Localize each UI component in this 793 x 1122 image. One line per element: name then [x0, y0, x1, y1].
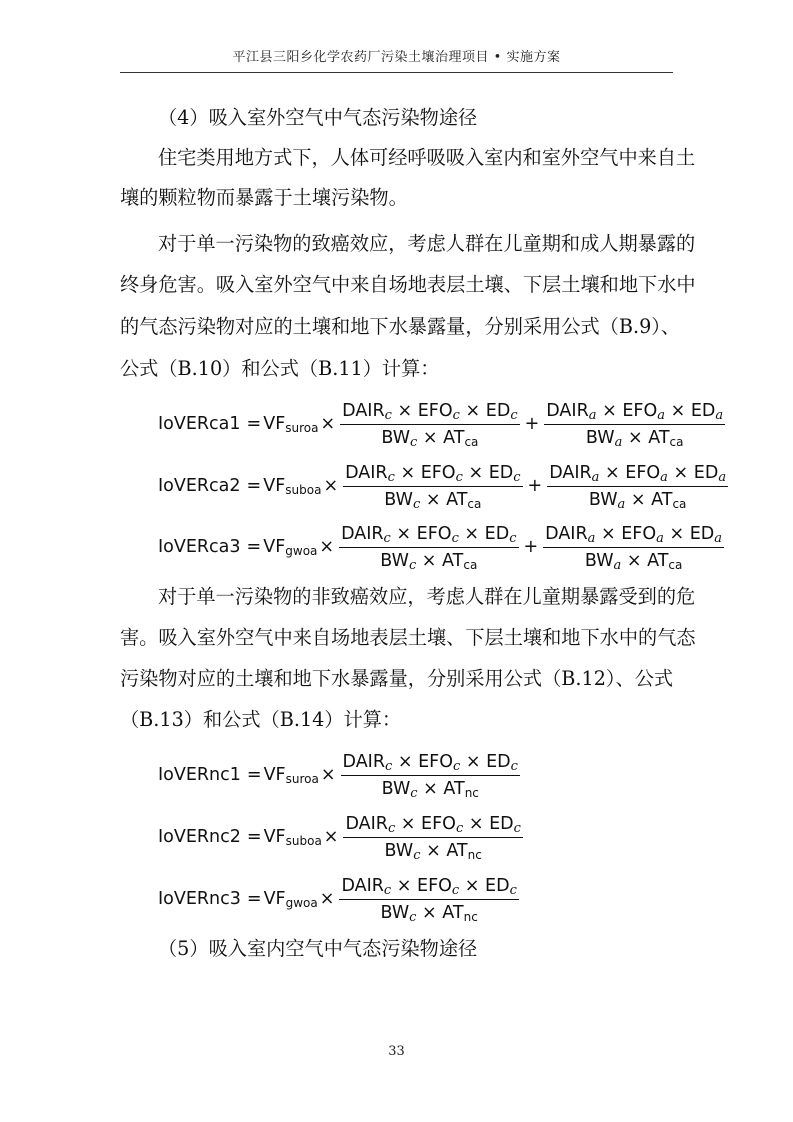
- efo-symbol: EFO: [417, 875, 452, 896]
- bw-symbol: BW: [585, 427, 615, 448]
- running-header: 平江县三阳乡化学农药厂污染土壤治理项目 • 实施方案: [232, 50, 561, 65]
- child-fraction: [343, 463, 522, 510]
- subscript: a: [718, 469, 727, 485]
- dair-symbol: DAIR: [341, 523, 384, 544]
- subscript: c: [451, 530, 459, 546]
- fraction-denominator: [382, 776, 479, 799]
- subscript: c: [387, 820, 396, 836]
- ed-symbol: ED: [693, 462, 719, 483]
- efo-symbol: EFO: [418, 751, 454, 772]
- fraction-numerator: [343, 814, 522, 838]
- formula-b13: [158, 804, 526, 870]
- times-sign: ×: [626, 550, 642, 571]
- vf-term: [263, 414, 318, 434]
- efo-symbol: EFO: [621, 523, 657, 544]
- subscript: c: [383, 530, 391, 546]
- subscript: c: [513, 469, 521, 485]
- times-sign: ×: [400, 813, 416, 834]
- ed-symbol: ED: [489, 813, 514, 834]
- fraction-numerator: [339, 524, 518, 548]
- times-sign: ×: [320, 414, 336, 434]
- vf-term: [264, 827, 322, 847]
- times-sign: ×: [425, 489, 441, 510]
- subscript: a: [613, 557, 622, 573]
- plus-sign: +: [527, 476, 543, 496]
- fraction-denominator: [589, 487, 687, 510]
- adult-fraction: [544, 401, 725, 448]
- times-sign: ×: [464, 523, 480, 544]
- child-fraction: [339, 524, 518, 571]
- subscript: c: [452, 407, 460, 423]
- subscript: nc: [464, 785, 479, 800]
- times-sign: ×: [320, 765, 336, 785]
- subscript: a: [657, 407, 665, 423]
- fraction-denominator: [586, 425, 684, 448]
- equals-sign: =: [246, 765, 262, 785]
- efo-symbol: EFO: [420, 462, 456, 483]
- formula-b14: [158, 866, 522, 932]
- paragraph-line: 的气态污染物对应的土壤和地下水暴露量，分别采用公式（B.9）、: [120, 315, 681, 338]
- paragraph-line: 对于单一污染物的非致癌效应，考虑人群在儿童期暴露受到的危: [158, 585, 696, 608]
- vf-term: [264, 889, 318, 909]
- bw-symbol: BW: [588, 489, 618, 510]
- efo-symbol: EFO: [625, 462, 661, 483]
- subscript: c: [455, 469, 463, 485]
- times-sign: ×: [464, 875, 480, 896]
- paragraph-line: 污染物对应的土壤和地下水暴露量，分别采用公式（B.12）、公式: [120, 667, 674, 690]
- efo-symbol: EFO: [416, 523, 452, 544]
- equals-sign: =: [246, 537, 262, 557]
- fraction-denominator: [380, 548, 477, 571]
- adult-fraction: [543, 524, 724, 571]
- efo-symbol: EFO: [421, 813, 456, 834]
- times-sign: ×: [397, 751, 413, 772]
- times-sign: ×: [602, 400, 617, 421]
- vf-symbol: VF: [263, 827, 286, 847]
- fraction-denominator: [381, 425, 478, 448]
- times-sign: ×: [421, 550, 437, 571]
- fraction-denominator: [384, 487, 481, 510]
- subscript: c: [509, 882, 517, 898]
- subscript: c: [509, 530, 517, 546]
- subscript: c: [455, 820, 464, 836]
- subscript: nc: [463, 909, 478, 924]
- vf-term: [263, 476, 321, 496]
- subscript: c: [510, 758, 518, 774]
- ed-symbol: ED: [690, 400, 716, 421]
- paragraph-line: 住宅类用地方式下，人体可经呼吸吸入室内和室外空气中来自土: [158, 146, 696, 169]
- times-sign: ×: [426, 840, 441, 861]
- bw-symbol: BW: [384, 489, 413, 510]
- dair-symbol: DAIR: [345, 813, 388, 834]
- formula-lhs: IoVERca1: [158, 414, 241, 434]
- subscript: c: [453, 758, 461, 774]
- dair-symbol: DAIR: [345, 462, 388, 483]
- formula-lhs: IoVERnc2: [158, 827, 241, 847]
- subscript: c: [385, 758, 393, 774]
- vf-subscript: suboa: [285, 483, 322, 497]
- page-number: 33: [388, 1044, 405, 1059]
- times-sign: ×: [605, 462, 620, 483]
- fraction-numerator: [341, 752, 520, 776]
- heading-4: （4）吸入室外空气中气态污染物途径: [158, 106, 478, 129]
- subscript: c: [413, 847, 421, 863]
- at-symbol: AT: [446, 840, 468, 861]
- fraction-numerator: [547, 463, 728, 487]
- fraction-numerator: [544, 401, 725, 425]
- times-sign: ×: [670, 400, 686, 421]
- times-sign: ×: [319, 889, 335, 909]
- subscript: a: [614, 434, 623, 450]
- subscript: c: [410, 785, 418, 801]
- dair-symbol: DAIR: [341, 875, 384, 896]
- times-sign: ×: [468, 813, 484, 834]
- subscript: a: [656, 530, 664, 546]
- at-symbol: AT: [446, 489, 468, 510]
- subscript: nc: [467, 847, 482, 862]
- at-symbol: AT: [442, 550, 464, 571]
- ed-symbol: ED: [486, 751, 511, 772]
- formula-lhs: IoVERnc3: [158, 889, 241, 909]
- subscript: a: [660, 469, 668, 485]
- efo-symbol: EFO: [417, 400, 453, 421]
- vf-symbol: VF: [263, 537, 286, 557]
- subscript: ca: [464, 434, 479, 449]
- ed-symbol: ED: [485, 875, 510, 896]
- ed-symbol: ED: [689, 523, 715, 544]
- fraction-denominator: [380, 900, 477, 923]
- bw-symbol: BW: [381, 778, 411, 799]
- ed-symbol: ED: [484, 523, 510, 544]
- equals-sign: =: [246, 414, 262, 434]
- child-fraction: [341, 752, 520, 799]
- bw-symbol: BW: [380, 550, 409, 571]
- child-fraction: [343, 814, 522, 861]
- subscript: ca: [668, 557, 683, 572]
- vf-subscript: suroa: [285, 772, 319, 786]
- times-sign: ×: [673, 462, 689, 483]
- at-symbol: AT: [651, 489, 673, 510]
- ed-symbol: ED: [485, 400, 511, 421]
- formula-lhs: IoVERca2: [158, 476, 241, 496]
- subscript: c: [410, 434, 418, 450]
- bw-symbol: BW: [380, 902, 410, 923]
- subscript: ca: [672, 496, 687, 511]
- paragraph-line: 对于单一污染物的致癌效应，考虑人群在儿童期和成人期暴露的: [158, 232, 696, 255]
- vf-subscript: suboa: [285, 834, 322, 848]
- equals-sign: =: [246, 889, 262, 909]
- times-sign: ×: [423, 778, 438, 799]
- times-sign: ×: [630, 489, 646, 510]
- subscript: c: [451, 882, 460, 898]
- vf-symbol: VF: [263, 476, 286, 496]
- at-symbol: AT: [442, 902, 464, 923]
- subscript: a: [715, 407, 724, 423]
- subscript: c: [383, 882, 392, 898]
- equals-sign: =: [246, 476, 262, 496]
- at-symbol: AT: [647, 550, 669, 571]
- times-sign: ×: [465, 751, 481, 772]
- subscript: c: [408, 557, 417, 573]
- paragraph-line: 公式（B.10）和公式（B.11）计算：: [120, 357, 440, 380]
- header-rule: [120, 72, 673, 73]
- subscript: a: [587, 530, 596, 546]
- times-sign: ×: [319, 537, 335, 557]
- subscript: a: [588, 407, 597, 423]
- subscript: a: [714, 530, 723, 546]
- times-sign: ×: [669, 523, 685, 544]
- fraction-numerator: [543, 524, 724, 548]
- plus-sign: +: [524, 414, 540, 434]
- subscript: c: [412, 496, 421, 512]
- vf-symbol: VF: [263, 889, 286, 909]
- fraction-denominator: [385, 838, 482, 861]
- efo-symbol: EFO: [622, 400, 658, 421]
- paragraph-line: 害。吸入室外空气中来自场地表层土壤、下层土壤和地下水中的气态: [120, 626, 696, 649]
- vf-term: [264, 765, 319, 785]
- times-sign: ×: [600, 523, 616, 544]
- subscript: ca: [463, 557, 478, 572]
- times-sign: ×: [400, 462, 416, 483]
- at-symbol: AT: [443, 778, 465, 799]
- paragraph-line: 壤的颗粒物而暴露于土壤污染物。: [120, 186, 408, 209]
- adult-fraction: [547, 463, 728, 510]
- formula-b12: [158, 742, 523, 808]
- times-sign: ×: [397, 400, 413, 421]
- dair-symbol: DAIR: [342, 751, 385, 772]
- times-sign: ×: [627, 427, 643, 448]
- subscript: a: [617, 496, 626, 512]
- child-fraction: [339, 876, 518, 923]
- bw-symbol: BW: [584, 550, 614, 571]
- dair-symbol: DAIR: [549, 462, 592, 483]
- vf-term: [263, 537, 317, 557]
- times-sign: ×: [468, 462, 484, 483]
- vf-symbol: VF: [263, 414, 286, 434]
- fraction-numerator: [339, 876, 518, 900]
- bw-symbol: BW: [381, 427, 411, 448]
- dair-symbol: DAIR: [342, 400, 385, 421]
- vf-subscript: gwoa: [285, 544, 318, 558]
- formula-lhs: IoVERnc1: [158, 765, 241, 785]
- at-symbol: AT: [443, 427, 465, 448]
- dair-symbol: DAIR: [546, 400, 589, 421]
- equals-sign: =: [246, 827, 262, 847]
- times-sign: ×: [323, 476, 339, 496]
- subscript: c: [384, 407, 392, 423]
- formula-b11: [158, 514, 727, 580]
- paragraph-line: （B.13）和公式（B.14）计算：: [120, 708, 402, 731]
- subscript: c: [513, 820, 521, 836]
- subscript: a: [591, 469, 600, 485]
- formula-b10: [158, 453, 731, 519]
- heading-5: （5）吸入室内空气中气态污染物途径: [158, 937, 478, 960]
- ed-symbol: ED: [488, 462, 514, 483]
- subscript: c: [387, 469, 395, 485]
- subscript: c: [409, 909, 417, 925]
- fraction-numerator: [343, 463, 522, 487]
- formula-b9: [158, 391, 728, 457]
- vf-subscript: suroa: [285, 421, 319, 435]
- vf-subscript: gwoa: [285, 896, 318, 910]
- subscript: c: [510, 407, 518, 423]
- times-sign: ×: [465, 400, 481, 421]
- times-sign: ×: [323, 827, 339, 847]
- vf-symbol: VF: [263, 765, 286, 785]
- subscript: ca: [467, 496, 482, 511]
- plus-sign: +: [523, 537, 539, 557]
- fraction-numerator: [340, 401, 519, 425]
- times-sign: ×: [396, 523, 412, 544]
- subscript: ca: [669, 434, 684, 449]
- times-sign: ×: [396, 875, 412, 896]
- formula-lhs: IoVERca3: [158, 537, 241, 557]
- child-fraction: [340, 401, 519, 448]
- dair-symbol: DAIR: [545, 523, 588, 544]
- fraction-denominator: [585, 548, 683, 571]
- paragraph-line: 终身危害。吸入室外空气中来自场地表层土壤、下层土壤和地下水中: [120, 273, 696, 296]
- at-symbol: AT: [648, 427, 670, 448]
- times-sign: ×: [422, 427, 438, 448]
- bw-symbol: BW: [384, 840, 414, 861]
- times-sign: ×: [422, 902, 437, 923]
